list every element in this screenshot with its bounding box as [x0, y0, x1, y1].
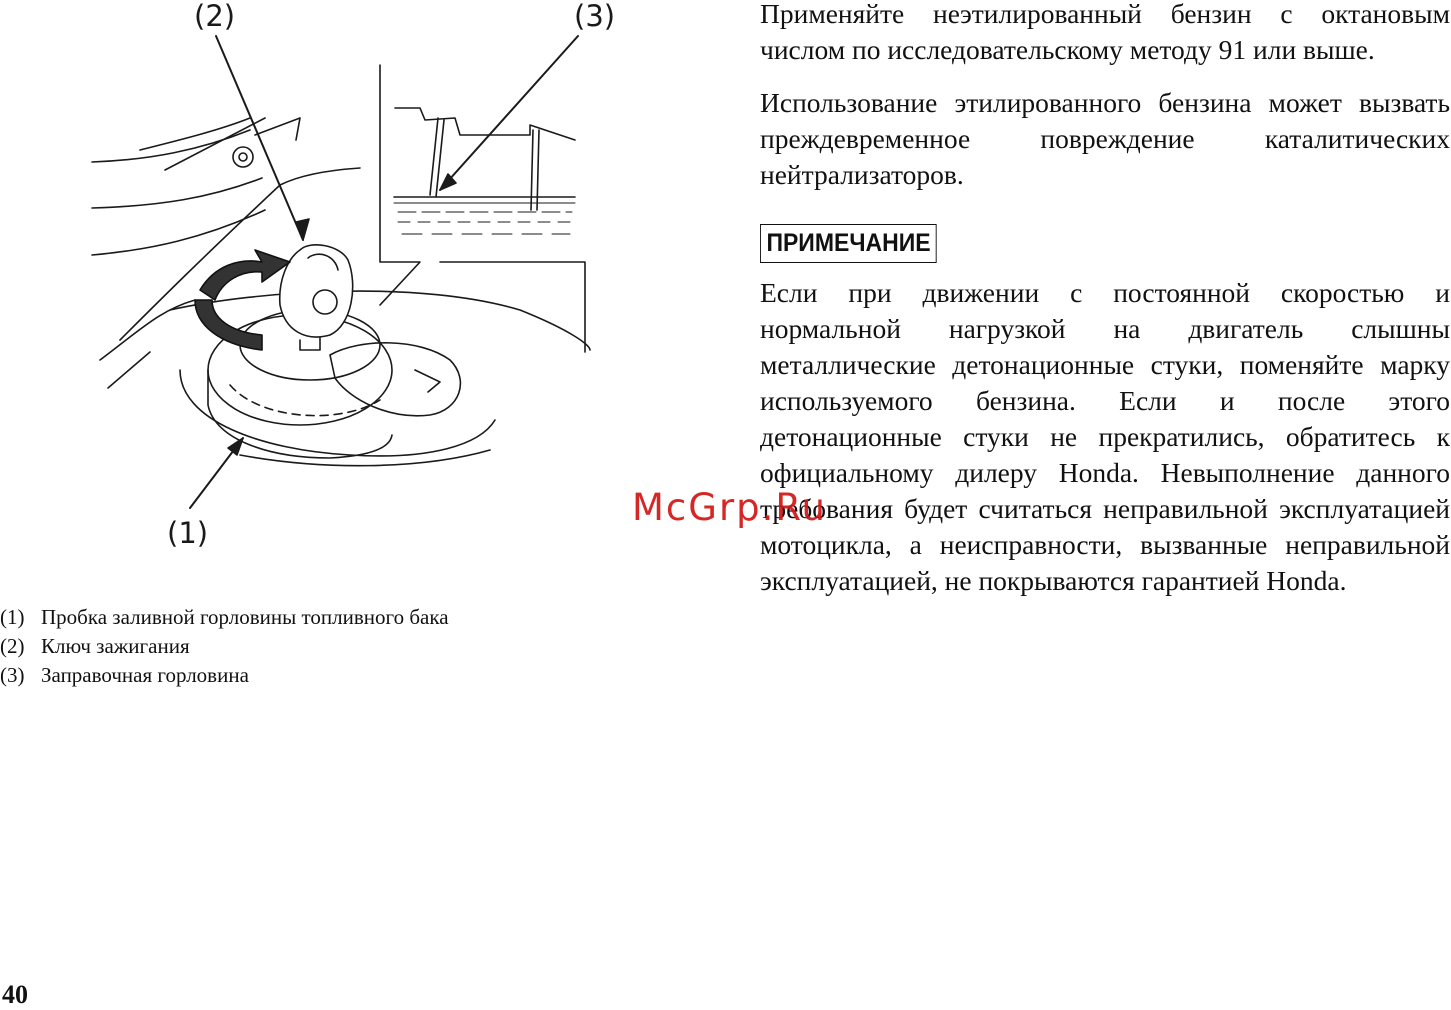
watermark: McGrp.Ru: [632, 486, 827, 529]
body-text-column: [760, 0, 1450, 616]
legend-text: Ключ зажигания: [41, 634, 190, 658]
paragraph-fuel-octane: Применяйте неэтилированный бензин с октановым числом по исследовательскому методу 91 или выше.: [760, 0, 1450, 65]
legend-item: [0, 632, 449, 661]
figure-legend: [0, 603, 449, 690]
page-number: 40: [2, 980, 28, 1009]
legend-number: (1): [0, 605, 25, 629]
legend-item: [0, 603, 449, 632]
legend-number: (2): [0, 634, 25, 658]
callout-2: (2): [194, 0, 236, 33]
note-label: ПРИМЕЧАНИЕ: [760, 224, 937, 263]
legend-item: [0, 661, 449, 690]
fuel-cap-illustration: [0, 0, 720, 590]
note-text: Если при движении с постоянной скоростью и нормальной нагрузкой на двигатель слышны металлические детонационные стуки, поменяйте марку используемого бензина. Если и после этого детонационные стуки не прекратились, обратитесь к официальному дилеру Honda. Невыполнение данного требования будет считаться неправильной эксплуатацией мотоцикла, а неисправности, вызванные неправильной эксплуатацией, не покрываются гарантией Honda.: [760, 277, 1450, 596]
paragraph-leaded-fuel-warning: Использование этилированного бензина может вызвать преждевременное повреждение каталитических нейтрализаторов.: [760, 87, 1450, 190]
fuel-cap-drawing: [0, 0, 720, 590]
legend-number: (3): [0, 663, 25, 687]
legend-text: Пробка заливной горловины топливного бака: [41, 605, 449, 629]
callout-3: (3): [574, 0, 616, 33]
callout-1: (1): [167, 516, 209, 550]
legend-text: Заправочная горловина: [41, 663, 249, 687]
